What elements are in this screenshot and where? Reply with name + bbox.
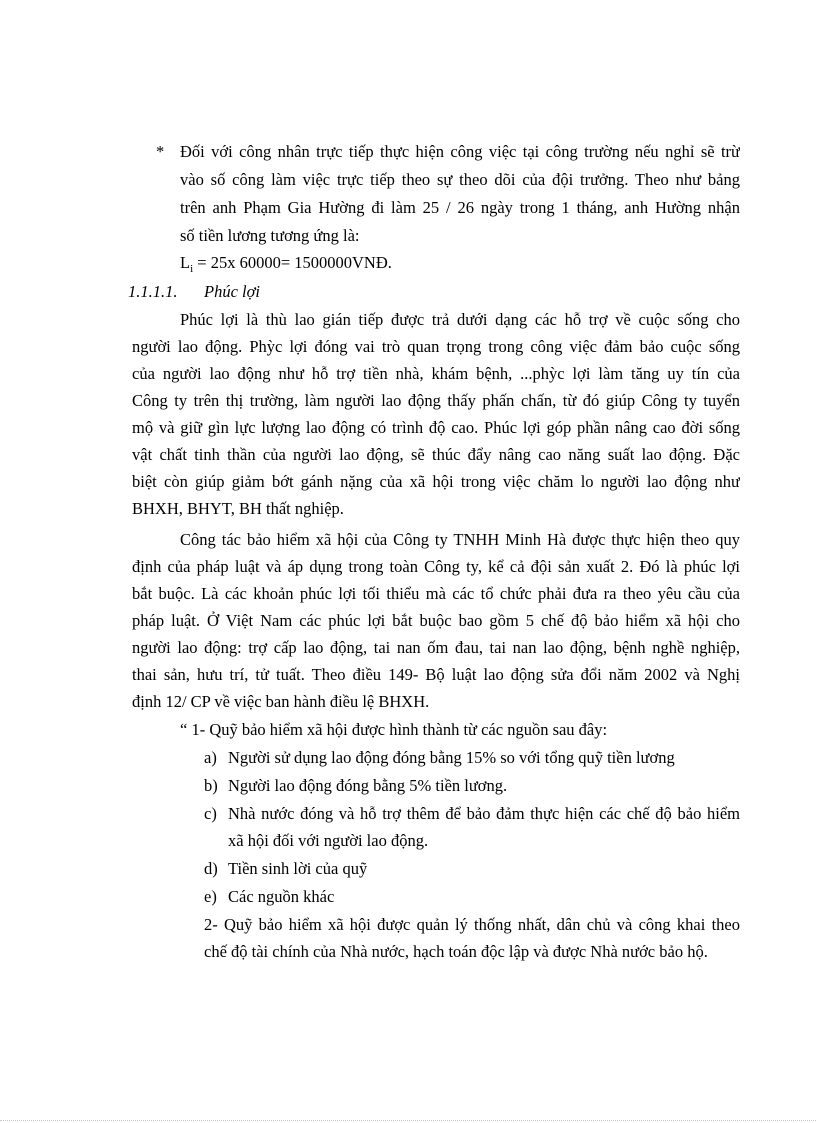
formula-symbol: L: [180, 253, 191, 272]
bullet-line: Đối với công nhân trực tiếp thực hiện công việc tại công trường nếu nghỉ sẽ trừ: [180, 142, 740, 161]
list-marker: d): [204, 859, 218, 878]
bullet-line: trên anh Phạm Gia Hường đi làm 25 / 26 ngày trong 1 tháng, anh Hường nhận: [180, 198, 740, 217]
list-marker: b): [204, 776, 218, 795]
quote-intro: “ 1- Quỹ bảo hiểm xã hội được hình thành từ các nguồn sau đây:: [180, 720, 608, 739]
paragraph-line: thai sản, hưu trí, tử tuất. Theo điều 149- Bộ luật lao động sửa đổi năm 2002 và Nghị: [132, 665, 740, 684]
list-item: Tiền sinh lời của quỹ: [228, 859, 368, 878]
quote-point-2: 2- Quỹ bảo hiểm xã hội được quản lý thống nhất, dân chủ và công khai theo: [204, 915, 740, 934]
list-marker: e): [204, 887, 217, 906]
list-item: Nhà nước đóng và hỗ trợ thêm để bảo đảm thực hiện các chế độ bảo hiểm: [228, 804, 740, 823]
section-number: 1.1.1.1.: [128, 282, 178, 301]
paragraph-line: Công ty trên thị trường, làm người lao động thấy phấn chấn, từ đó giúp Công ty tuyển: [132, 391, 740, 410]
list-marker: c): [204, 804, 217, 823]
list-item: Người sử dụng lao động đóng bằng 15% so với tổng quỹ tiền lương: [228, 748, 675, 767]
formula-expression: = 25x 60000= 1500000VNĐ.: [193, 253, 392, 272]
paragraph-line: Công tác bảo hiểm xã hội của Công ty TNHH Minh Hà được thực hiện theo quy: [180, 530, 740, 549]
paragraph-line: BHXH, BHYT, BH thất nghiệp.: [132, 499, 344, 518]
paragraph-line: biệt còn giúp giảm bớt gánh nặng của xã hội trong việc chăm lo người lao động như: [132, 472, 740, 491]
list-item: Các nguồn khác: [228, 887, 335, 906]
bullet-marker: *: [156, 142, 165, 161]
bullet-line: vào số công làm việc trực tiếp theo sự theo dõi của đội trưởng. Theo như bảng: [180, 170, 740, 189]
list-marker: a): [204, 748, 217, 767]
list-item: Người lao động đóng bằng 5% tiền lương.: [228, 776, 508, 795]
paragraph-line: vật chất tinh thần của người lao động, sẽ thúc đẩy nâng cao năng suất lao động. Đặc: [132, 445, 740, 464]
formula-subscript: i: [190, 263, 194, 275]
paragraph-line: của người lao động như hỗ trợ tiền nhà, khám bệnh, ...phỳc lợi làm tăng uy tín của: [132, 364, 740, 383]
quote-point-2: chế độ tài chính của Nhà nước, hạch toán độc lập và được Nhà nước bảo hộ.: [204, 942, 708, 961]
bullet-line: số tiền lương tương ứng là:: [180, 226, 360, 245]
page-bottom-divider: [0, 1120, 816, 1121]
paragraph-line: mộ và giữ gìn lực lượng lao động có trình độ cao. Phúc lợi góp phần nâng cao đời sống: [132, 418, 740, 437]
paragraph-line: bắt buộc. Là các khoản phúc lợi tối thiểu mà các tổ chức phải đưa ra theo yêu cầu của: [132, 584, 740, 603]
salary-formula: [180, 253, 392, 279]
paragraph-line: người lao động: trợ cấp lao động, tai nan ốm đau, tai nan lao động, bệnh nghề nghiệp,: [132, 638, 740, 657]
paragraph-line: Phúc lợi là thù lao gián tiếp được trả dưới dạng các hỗ trợ về cuộc sống cho: [180, 310, 740, 329]
paragraph-line: pháp luật. Ở Việt Nam các phúc lợi bắt buộc bao gồm 5 chế độ bảo hiểm xã hội cho: [132, 611, 740, 630]
paragraph-line: người lao động. Phỳc lợi đóng vai trò quan trọng trong công việc đảm bảo cuộc sống: [132, 337, 740, 356]
paragraph-line: định 12/ CP về việc ban hành điều lệ BHXH.: [132, 692, 430, 711]
paragraph-line: định của pháp luật và áp dụng trong toàn Công ty, kể cả đội sản xuất 2. Đó là phúc lợi: [132, 557, 740, 576]
section-title: Phúc lợi: [204, 282, 261, 301]
list-item: xã hội đối với người lao động.: [228, 831, 429, 850]
